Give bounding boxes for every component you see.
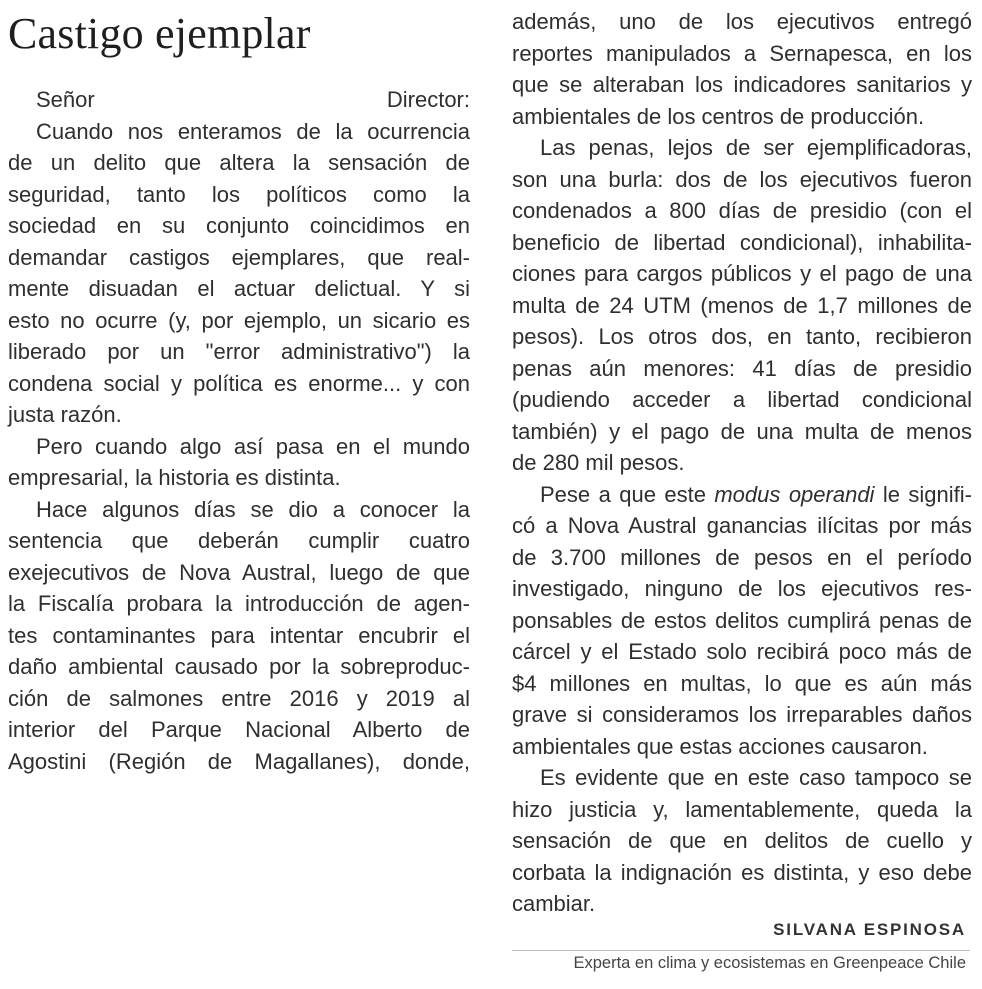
left-column bbox=[8, 84, 470, 777]
text-line: interior del Parque Nacional Alberto de bbox=[8, 717, 470, 742]
author-role: Experta en clima y ecosistemas en Greenpeace Chile bbox=[573, 954, 966, 972]
text-line: có a Nova Austral ganancias ilícitas por más bbox=[512, 513, 972, 538]
text-line: daño ambiental causado por la sobreproduc- bbox=[8, 654, 470, 679]
text-line: ponsables de estos delitos cumplirá penas de bbox=[512, 607, 972, 633]
text-line: justa razón. bbox=[8, 402, 122, 427]
text-line: además, uno de los ejecutivos entregó bbox=[512, 9, 972, 34]
text-line: ción de salmones entre 2016 y 2019 al bbox=[8, 685, 470, 711]
text-line: Las penas, lejos de ser ejemplificadoras, bbox=[540, 135, 972, 160]
text-line: hizo justicia y, lamentablemente, queda la bbox=[512, 796, 972, 822]
text-line: esto no ocurre (y, por ejemplo, un sicario es bbox=[8, 307, 470, 333]
text-line: reportes manipulados a Sernapesca, en los bbox=[512, 40, 972, 66]
text-line: la Fiscalía probara la introducción de agen- bbox=[8, 591, 470, 616]
text-line: multa de 24 UTM (menos de 1,7 millones de bbox=[512, 292, 972, 318]
text-line: ambientales que estas acciones causaron. bbox=[512, 733, 928, 759]
text-line: también) y el pago de una multa de menos bbox=[512, 418, 972, 444]
text-line: corbata la indignación es distinta, y eso debe bbox=[512, 859, 972, 885]
text-line: sentencia que deberán cumplir cuatro bbox=[8, 528, 470, 553]
text-line: Pero cuando algo así pasa en el mundo bbox=[36, 433, 470, 459]
author-name: SILVANA ESPINOSA bbox=[773, 920, 966, 939]
text-line: mente disuadan el actuar delictual. Y si bbox=[8, 276, 470, 301]
text-line: condenados a 800 días de presidio (con el bbox=[512, 198, 972, 223]
text-line: Señor Director: bbox=[36, 87, 470, 112]
text-line: Hace algunos días se dio a conocer la bbox=[36, 496, 470, 522]
text-line: (pudiendo acceder a libertad condicional bbox=[512, 387, 972, 412]
text-line: investigado, ninguno de los ejecutivos res- bbox=[512, 576, 972, 601]
text-line: Cuando nos enteramos de la ocurrencia bbox=[36, 118, 470, 144]
text-line: Es evidente que en este caso tampoco se bbox=[540, 765, 972, 790]
text-line: de 3.700 millones de pesos en el período bbox=[512, 544, 972, 570]
text-line: condena social y política es enorme... y con bbox=[8, 370, 470, 396]
text-line: empresarial, la historia es distinta. bbox=[8, 465, 341, 490]
right-column bbox=[512, 6, 972, 920]
text-line: sensación de que en delitos de cuello y bbox=[512, 828, 972, 853]
text-line: exejecutivos de Nova Austral, luego de que bbox=[8, 559, 470, 585]
text-line: beneficio de libertad condicional), inhabilita- bbox=[512, 229, 972, 255]
text-line: sociedad en su conjunto coincidimos en bbox=[8, 213, 470, 238]
text-line: ciones para cargos públicos y el pago de una bbox=[512, 261, 972, 286]
text-line: que se alteraban los indicadores sanitarios y bbox=[512, 72, 972, 97]
text-line: seguridad, tanto los políticos como la bbox=[8, 181, 470, 207]
article-title: Castigo ejemplar bbox=[8, 9, 311, 58]
text-line: de 280 mil pesos. bbox=[512, 450, 685, 475]
signature-divider bbox=[512, 950, 970, 951]
text-line: Agostini (Región de Magallanes), donde, bbox=[8, 748, 470, 774]
text-line: de un delito que altera la sensación de bbox=[8, 150, 470, 175]
text-line: pesos). Los otros dos, en tanto, recibieron bbox=[512, 324, 972, 349]
text-line: liberado por un "error administrativo") la bbox=[8, 339, 470, 364]
text-line: tes contaminantes para intentar encubrir el bbox=[8, 622, 470, 648]
text-line: ambientales de los centros de producción. bbox=[512, 103, 925, 129]
text-line: $4 millones en multas, lo que es aún más bbox=[512, 670, 972, 696]
text-line: demandar castigos ejemplares, que real- bbox=[8, 244, 470, 270]
text-line: Pese a que este modus operandi le signifi- bbox=[540, 481, 972, 507]
text-line: penas aún menores: 41 días de presidio bbox=[512, 355, 972, 381]
text-line: cárcel y el Estado solo recibirá poco más de bbox=[512, 639, 972, 664]
text-line: son una burla: dos de los ejecutivos fueron bbox=[512, 166, 972, 192]
text-line: cambiar. bbox=[512, 891, 596, 916]
text-line: grave si consideramos los irreparables daños bbox=[512, 702, 972, 727]
